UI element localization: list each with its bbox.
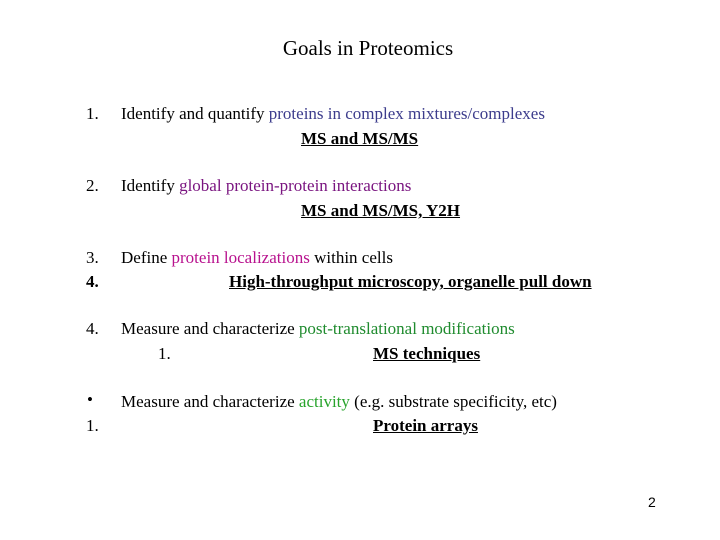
item-2-method: MS and MS/MS, Y2H: [301, 201, 461, 220]
slide-title: Goals in Proteomics: [282, 36, 454, 60]
item-3-highlight: protein localizations: [171, 248, 310, 267]
item-5-method: Protein arrays: [373, 416, 478, 435]
item-5-trail: (e.g. substrate specificity, etc): [349, 392, 557, 411]
item-3-marker: 3.: [86, 248, 99, 267]
item-5-lead: Measure and characterize: [121, 392, 299, 411]
item-2-marker: 2.: [86, 176, 99, 195]
item-1-goal: [121, 104, 545, 124]
item-5-highlight: activity: [298, 392, 350, 411]
item-5-goal: [121, 392, 557, 412]
item-2-goal: [121, 176, 411, 196]
item-1-marker: 1.: [86, 104, 99, 123]
item-4-method: MS techniques: [373, 344, 481, 363]
item-1-method: MS and MS/MS: [301, 129, 419, 148]
item-3-trail: within cells: [309, 248, 393, 267]
item-2-lead: Identify: [121, 176, 180, 195]
item-1-lead: Identify and quantify: [121, 104, 269, 123]
item-4-marker: 4.: [86, 319, 99, 338]
item-3-method: High-throughput microscopy, organelle pull down: [229, 272, 592, 291]
item-5-bullet: •: [87, 390, 93, 409]
item-4-sub-marker: 1.: [158, 344, 171, 363]
item-4-lead: Measure and characterize: [121, 319, 299, 338]
item-4-highlight: post-translational modifications: [298, 319, 515, 338]
page-number: 2: [648, 494, 656, 510]
item-2-highlight: global protein-protein interactions: [179, 176, 412, 195]
item-3-sub-marker: 4.: [86, 272, 99, 291]
item-3-lead: Define: [121, 248, 172, 267]
item-4-goal: [121, 319, 515, 339]
item-3-goal: [121, 248, 393, 268]
item-5-sub-marker: 1.: [86, 416, 99, 435]
item-1-highlight: proteins in complex mixtures/complexes: [268, 104, 545, 123]
